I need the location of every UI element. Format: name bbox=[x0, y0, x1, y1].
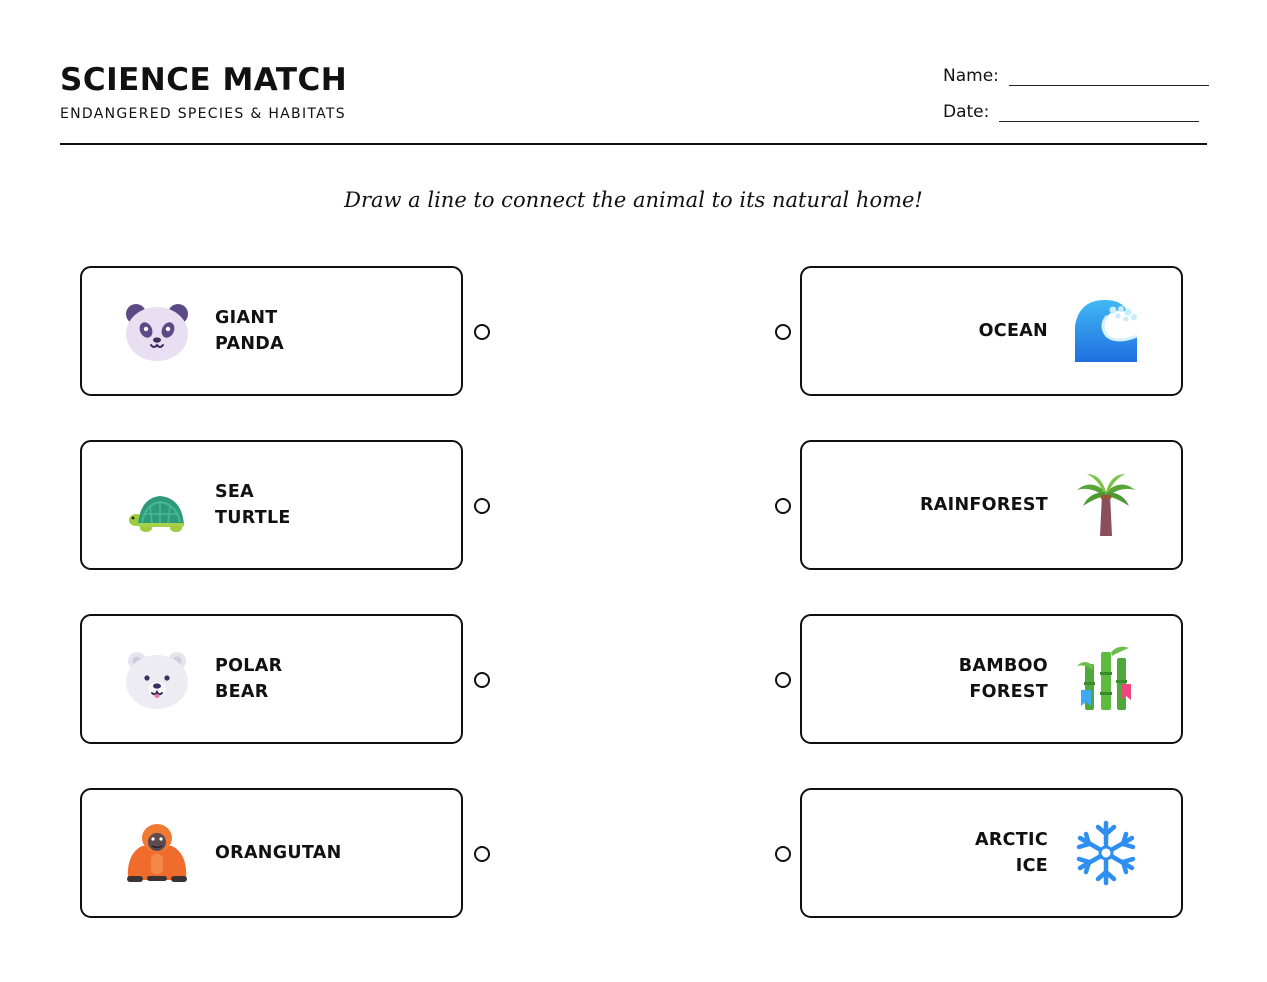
animal-card-polar-bear bbox=[80, 614, 463, 744]
animal-connect-dot[interactable] bbox=[474, 498, 490, 514]
habitat-label: OCEAN bbox=[978, 321, 1048, 341]
animal-label: GIANT PANDA bbox=[215, 308, 284, 354]
orangutan-icon bbox=[122, 818, 192, 888]
habitat-label: ARCTIC ICE bbox=[975, 830, 1048, 876]
habitat-label: RAINFOREST bbox=[920, 495, 1048, 515]
animal-connect-dot[interactable] bbox=[474, 846, 490, 862]
animal-label: SEA TURTLE bbox=[215, 482, 291, 528]
habitat-connect-dot[interactable] bbox=[775, 672, 791, 688]
bamboo-icon bbox=[1071, 644, 1141, 714]
worksheet-title: SCIENCE MATCH bbox=[60, 62, 348, 98]
animal-label: POLAR BEAR bbox=[215, 656, 283, 702]
instruction-text: Draw a line to connect the animal to its natural home! bbox=[344, 188, 923, 212]
habitat-label: BAMBOO FOREST bbox=[958, 656, 1048, 702]
habitat-card-bamboo-forest bbox=[800, 614, 1183, 744]
snowflake-icon bbox=[1071, 818, 1141, 888]
date-label: Date: bbox=[943, 102, 990, 122]
wave-icon bbox=[1071, 296, 1141, 366]
habitat-card-rainforest bbox=[800, 440, 1183, 570]
date-line[interactable] bbox=[999, 105, 1199, 122]
header-divider bbox=[60, 143, 1207, 145]
worksheet-subtitle: ENDANGERED SPECIES & HABITATS bbox=[60, 106, 346, 122]
name-label: Name: bbox=[943, 66, 999, 86]
animal-card-panda bbox=[80, 266, 463, 396]
name-field bbox=[943, 66, 1209, 86]
palm-tree-icon bbox=[1071, 470, 1141, 540]
animal-card-orangutan bbox=[80, 788, 463, 918]
habitat-connect-dot[interactable] bbox=[775, 324, 791, 340]
animal-connect-dot[interactable] bbox=[474, 672, 490, 688]
animal-label: ORANGUTAN bbox=[215, 843, 342, 863]
panda-icon bbox=[122, 296, 192, 366]
date-field bbox=[943, 102, 1199, 122]
habitat-connect-dot[interactable] bbox=[775, 846, 791, 862]
turtle-icon bbox=[122, 470, 192, 540]
polar-bear-icon bbox=[122, 644, 192, 714]
habitat-card-arctic-ice bbox=[800, 788, 1183, 918]
habitat-card-ocean bbox=[800, 266, 1183, 396]
animal-card-turtle bbox=[80, 440, 463, 570]
animal-connect-dot[interactable] bbox=[474, 324, 490, 340]
name-line[interactable] bbox=[1009, 69, 1209, 86]
habitat-connect-dot[interactable] bbox=[775, 498, 791, 514]
